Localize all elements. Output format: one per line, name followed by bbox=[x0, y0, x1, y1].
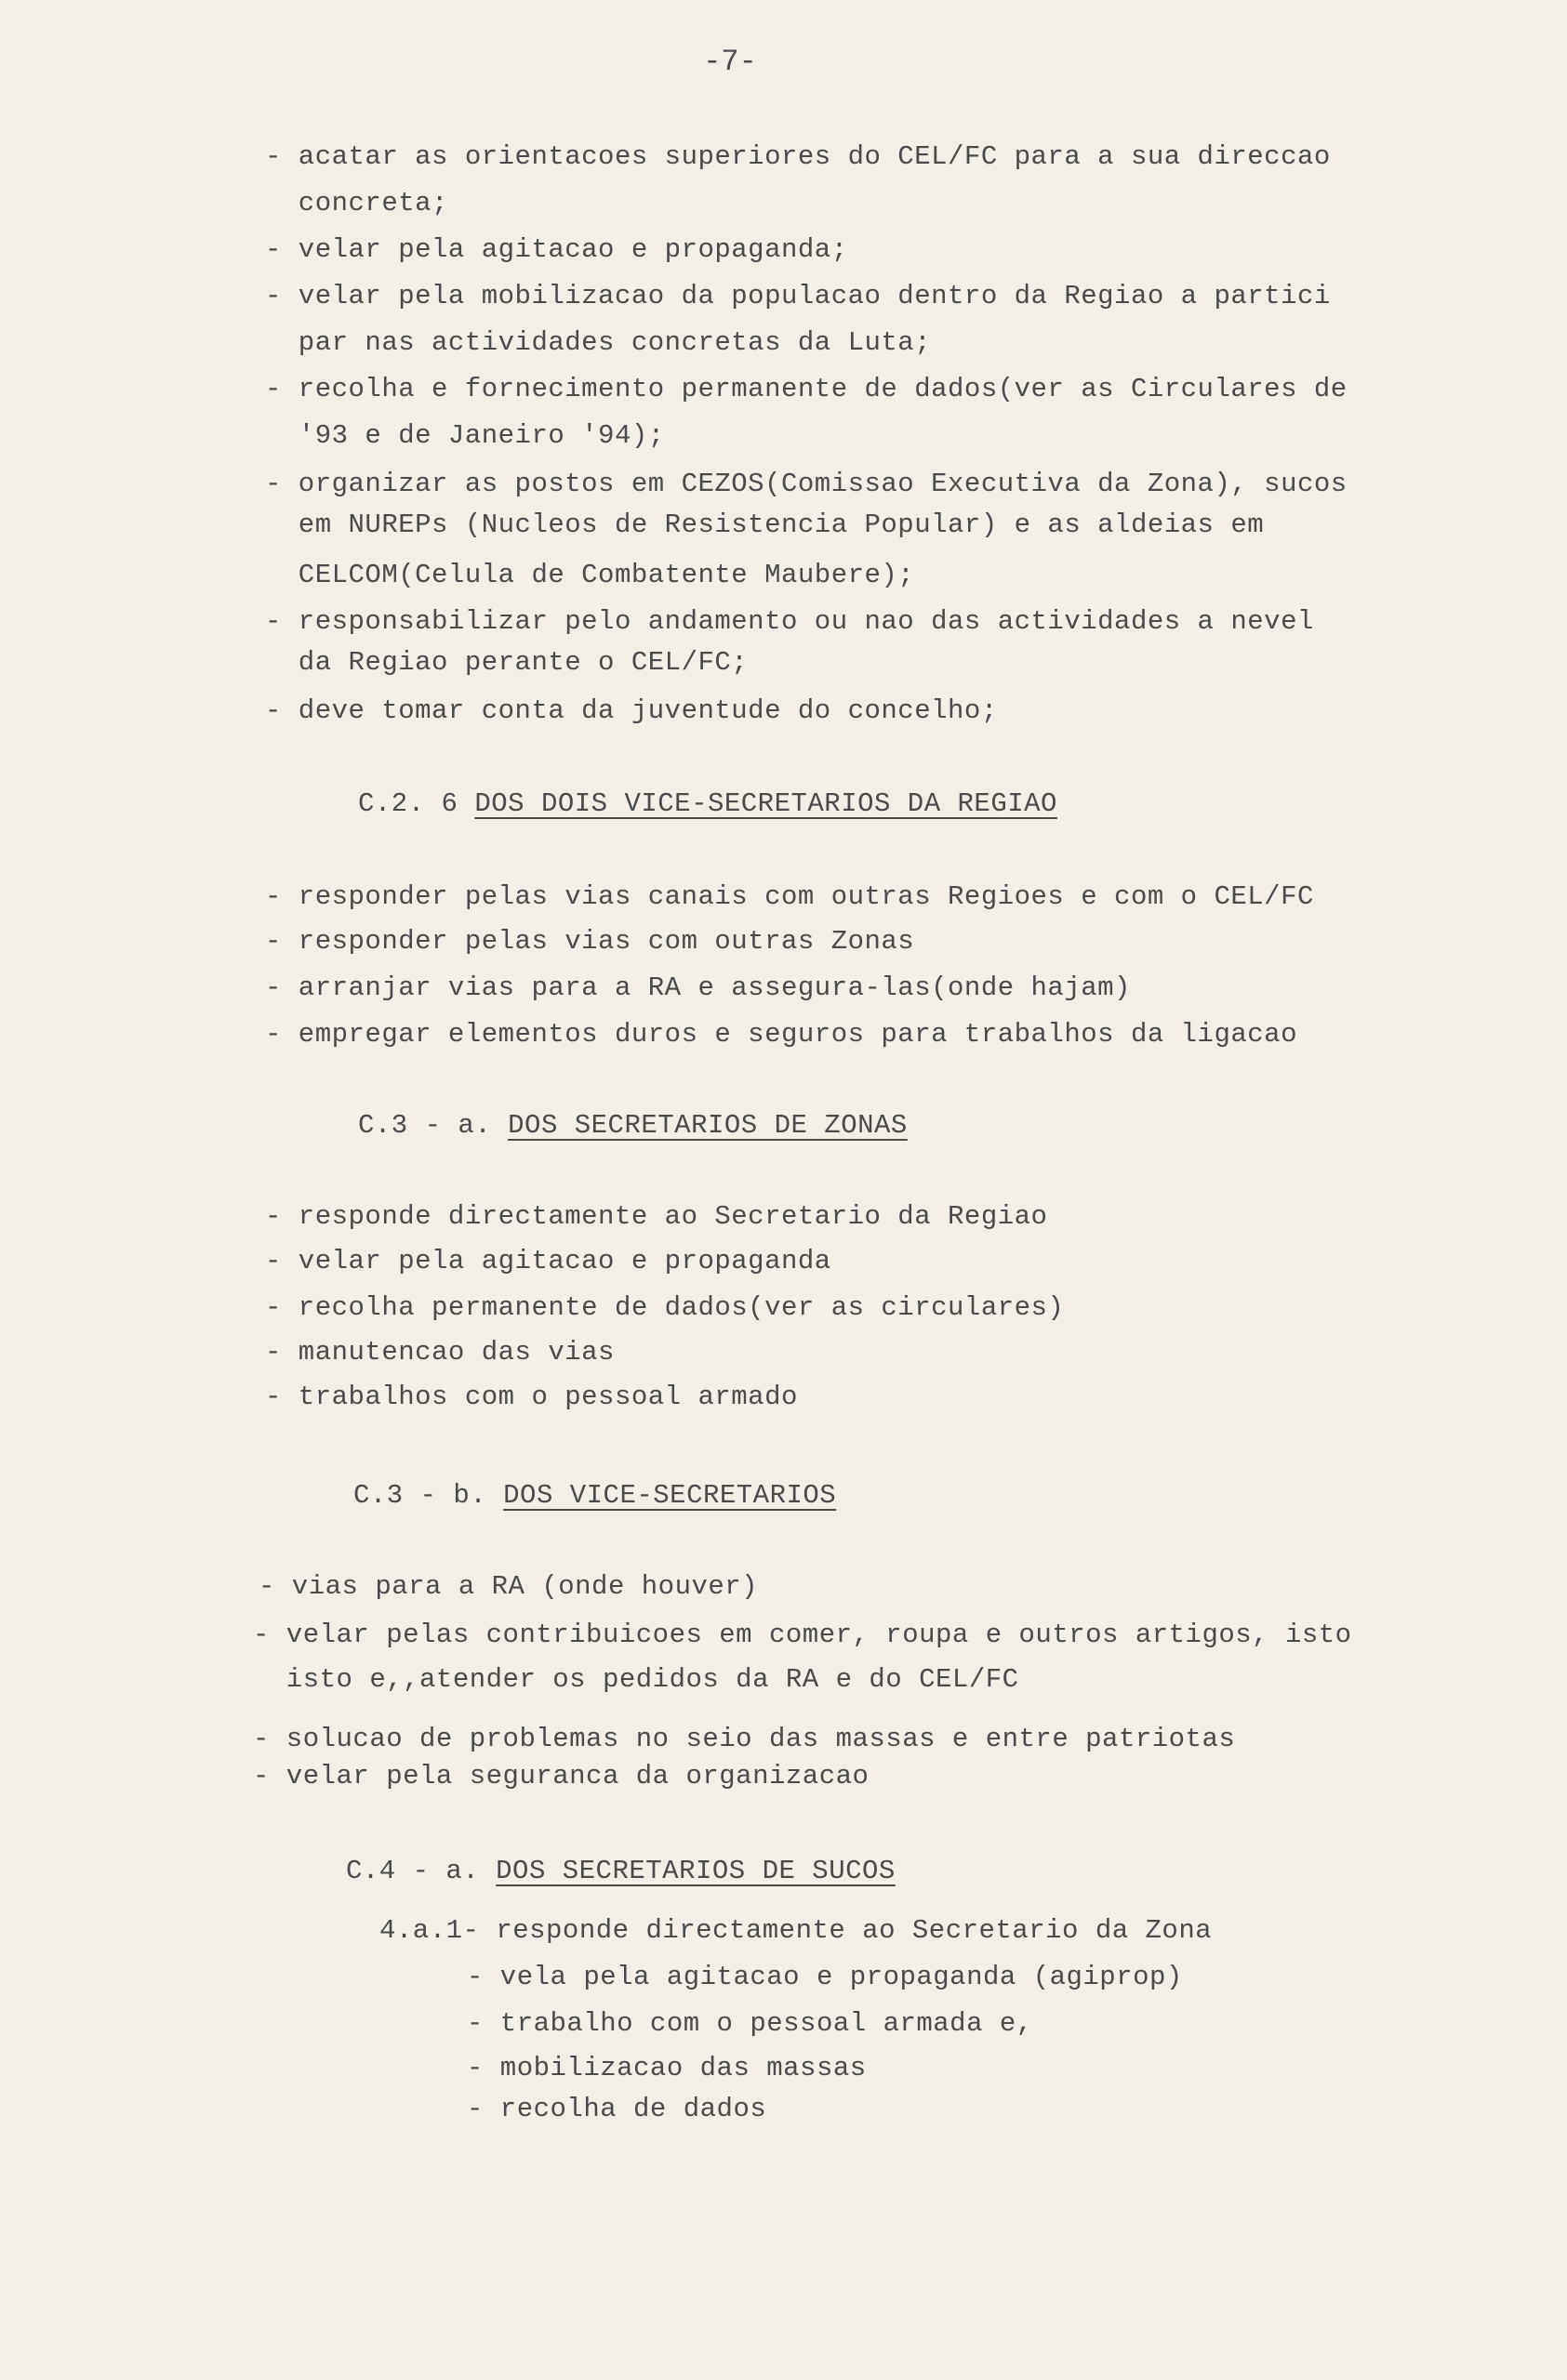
list-item: '93 e de Janeiro '94); bbox=[265, 420, 665, 451]
section-heading-c3b bbox=[353, 1480, 836, 1511]
section-heading-c4a bbox=[346, 1856, 896, 1886]
section-prefix: C.3 - a. bbox=[358, 1110, 509, 1141]
page-number: -7- bbox=[703, 45, 757, 79]
section-heading-c3a bbox=[358, 1110, 908, 1141]
list-item: - vela pela agitacao e propaganda (agiprop) bbox=[467, 1962, 1183, 1992]
list-item: - velar pelas contribuicoes em comer, roupa e outros artigos, isto bbox=[253, 1620, 1352, 1650]
list-item: - recolha permanente de dados(ver as circulares) bbox=[265, 1292, 1065, 1323]
list-item: - trabalho com o pessoal armada e, bbox=[467, 2008, 1033, 2039]
section-title: DOS VICE-SECRETARIOS bbox=[503, 1480, 837, 1511]
list-item: - velar pela agitacao e propaganda; bbox=[265, 234, 848, 265]
list-item: - deve tomar conta da juventude do concelho; bbox=[265, 695, 998, 726]
list-item: - vias para a RA (onde houver) bbox=[259, 1571, 759, 1602]
list-item: - velar pela seguranca da organizacao bbox=[253, 1761, 870, 1792]
section-title: DOS DOIS VICE-SECRETARIOS DA REGIAO bbox=[474, 788, 1057, 819]
list-item: - acatar as orientacoes superiores do CEL/FC para a sua direccao bbox=[265, 141, 1331, 172]
list-item: - velar pela mobilizacao da populacao dentro da Regiao a partici bbox=[265, 281, 1331, 311]
list-item: - solucao de problemas no seio das massas e entre patriotas bbox=[253, 1724, 1236, 1754]
list-item: - manutencao das vias bbox=[265, 1337, 615, 1368]
section-prefix: C.4 - a. bbox=[346, 1856, 497, 1886]
section-title: DOS SECRETARIOS DE ZONAS bbox=[508, 1110, 908, 1141]
section-title: DOS SECRETARIOS DE SUCOS bbox=[496, 1856, 896, 1886]
list-item: - velar pela agitacao e propaganda bbox=[265, 1246, 831, 1276]
list-item: 4.a.1- responde directamente ao Secretario da Zona bbox=[379, 1915, 1213, 1946]
list-item: CELCOM(Celula de Combatente Maubere); bbox=[265, 560, 915, 590]
section-prefix: C.3 - b. bbox=[353, 1480, 504, 1511]
section-prefix: C.2. 6 bbox=[358, 788, 475, 819]
list-item: em NUREPs (Nucleos de Resistencia Popular) e as aldeias em bbox=[265, 509, 1265, 540]
list-item: - mobilizacao das massas bbox=[467, 2053, 867, 2083]
list-item: - responder pelas vias com outras Zonas bbox=[265, 926, 915, 957]
list-item: - trabalhos com o pessoal armado bbox=[265, 1382, 798, 1412]
list-item: - arranjar vias para a RA e assegura-las(onde hajam) bbox=[265, 972, 1131, 1003]
list-item: - recolha de dados bbox=[467, 2094, 767, 2124]
list-item: - organizar as postos em CEZOS(Comissao Executiva da Zona), sucos bbox=[265, 469, 1348, 499]
list-item: - empregar elementos duros e seguros para trabalhos da ligacao bbox=[265, 1019, 1297, 1050]
list-item: concreta; bbox=[265, 188, 448, 218]
list-item: isto e,,atender os pedidos da RA e do CEL/FC bbox=[253, 1664, 1019, 1695]
section-heading-c2 bbox=[358, 788, 1057, 819]
list-item: - responder pelas vias canais com outras Regioes e com o CEL/FC bbox=[265, 881, 1314, 912]
list-item: - responde directamente ao Secretario da Regiao bbox=[265, 1201, 1048, 1232]
list-item: - responsabilizar pelo andamento ou nao das actividades a nevel bbox=[265, 606, 1314, 637]
list-item: - recolha e fornecimento permanente de dados(ver as Circulares de bbox=[265, 374, 1348, 404]
list-item: par nas actividades concretas da Luta; bbox=[265, 327, 932, 358]
list-item: da Regiao perante o CEL/FC; bbox=[265, 647, 749, 678]
